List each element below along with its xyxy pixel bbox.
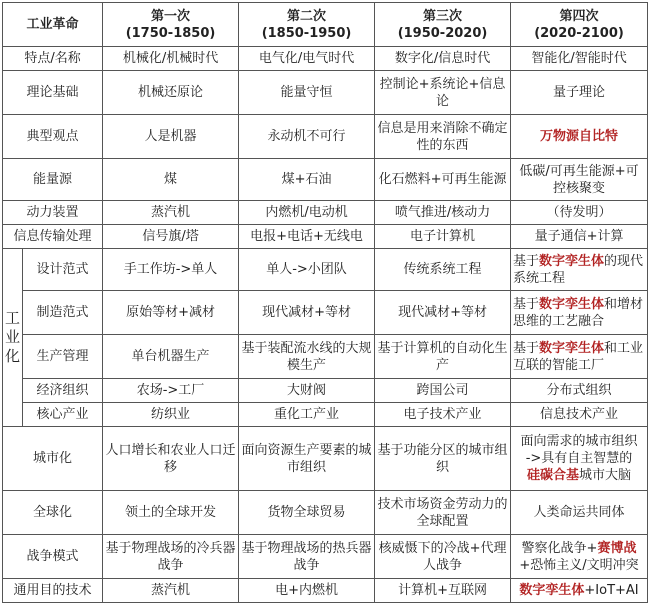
table-cell: 警察化战争+赛博战 +恐怖主义/文明冲突 — [511, 535, 648, 579]
table-cell: 电子计算机 — [375, 225, 511, 249]
table-cell: 人是机器 — [103, 115, 239, 159]
table-row — [3, 159, 648, 201]
table-cell: 电报+电话+无线电 — [239, 225, 375, 249]
emphasis-text: 数字孪生体 — [539, 296, 605, 312]
table-cell: 电气化/电气时代 — [239, 47, 375, 71]
row-header: 核心产业 — [23, 403, 103, 427]
table-cell: 喷气推进/核动力 — [375, 201, 511, 225]
table-cell: 跨国公司 — [375, 379, 511, 403]
row-header: 制造范式 — [23, 291, 103, 335]
col-header-fourth: 第四次 (2020-2100) — [511, 3, 648, 47]
table-cell: 数字化/信息时代 — [375, 47, 511, 71]
table-cell: 货物全球贸易 — [239, 491, 375, 535]
row-header: 理论基础 — [3, 71, 103, 115]
table-row — [3, 427, 648, 491]
emphasis-text: 数字孪生体 — [539, 253, 605, 269]
table-cell: 原始等材+减材 — [103, 291, 239, 335]
table-cell: 量子理论 — [511, 71, 648, 115]
col-header-third: 第三次 (1950-2020) — [375, 3, 511, 47]
industrial-revolution-table — [2, 2, 648, 603]
table-cell: 基于数字孪生体和工业互联的智能工厂 — [511, 335, 648, 379]
header-row — [3, 3, 648, 47]
table-cell: 面向需求的城市组织 ->具有自主智慧的 硅碳合基城市大脑 — [511, 427, 648, 491]
row-header: 信息传输处理 — [3, 225, 103, 249]
table-row — [3, 291, 648, 335]
table-row — [3, 335, 648, 379]
row-header: 典型观点 — [3, 115, 103, 159]
table-row — [3, 403, 648, 427]
table-cell: 永动机不可行 — [239, 115, 375, 159]
col-header-second: 第二次 (1850-1950) — [239, 3, 375, 47]
table-cell: 基于物理战场的热兵器战争 — [239, 535, 375, 579]
table-cell: 电+内燃机 — [239, 579, 375, 603]
table-cell: 煤+石油 — [239, 159, 375, 201]
table-row — [3, 379, 648, 403]
table-cell: 现代减材+等材 — [239, 291, 375, 335]
table-cell: 重化工产业 — [239, 403, 375, 427]
industrialization-label: 工 业 化 — [3, 249, 23, 427]
table-cell: 煤 — [103, 159, 239, 201]
table-cell: 领土的全球开发 — [103, 491, 239, 535]
row-header: 经济组织 — [23, 379, 103, 403]
table-cell: 面向资源生产要素的城市组织 — [239, 427, 375, 491]
table-cell: 纺织业 — [103, 403, 239, 427]
table-cell: 基于装配流水线的大规模生产 — [239, 335, 375, 379]
table-cell: 手工作坊->单人 — [103, 249, 239, 291]
table-cell: 信息技术产业 — [511, 403, 648, 427]
table-cell: 基于物理战场的冷兵器战争 — [103, 535, 239, 579]
table-cell: 基于数字孪生体和增材思维的工艺融合 — [511, 291, 648, 335]
table-cell: 信号旗/塔 — [103, 225, 239, 249]
table-cell: 蒸汽机 — [103, 201, 239, 225]
table-cell: 能量守恒 — [239, 71, 375, 115]
table-cell: 分布式组织 — [511, 379, 648, 403]
table-cell: 基于计算机的自动化生产 — [375, 335, 511, 379]
table-cell: 电子技术产业 — [375, 403, 511, 427]
table-cell: 控制论+系统论+信息论 — [375, 71, 511, 115]
table-cell: 人类命运共同体 — [511, 491, 648, 535]
table-cell: 传统系统工程 — [375, 249, 511, 291]
corner-header: 工业革命 — [3, 3, 103, 47]
table-cell: 蒸汽机 — [103, 579, 239, 603]
row-header: 战争模式 — [3, 535, 103, 579]
table-cell: 机械化/机械时代 — [103, 47, 239, 71]
emphasis-text: 数字孪生体 — [519, 583, 585, 598]
table-cell — [511, 115, 648, 159]
emphasis-text: 硅碳合基 — [527, 468, 580, 483]
table-row — [3, 491, 648, 535]
table-cell: 单人->小团队 — [239, 249, 375, 291]
row-header: 能量源 — [3, 159, 103, 201]
emphasis-text: 赛博战 — [597, 540, 637, 556]
table-cell: 人口增长和农业人口迁移 — [103, 427, 239, 491]
table-cell: 机械还原论 — [103, 71, 239, 115]
emphasis-text: 万物源自比特 — [540, 129, 619, 144]
table-row — [3, 535, 648, 579]
row-header: 生产管理 — [23, 335, 103, 379]
table-cell: 计算机+互联网 — [375, 579, 511, 603]
table-cell: 基于功能分区的城市组织 — [375, 427, 511, 491]
table-cell: 信息是用来消除不确定性的东西 — [375, 115, 511, 159]
table-cell: 智能化/智能时代 — [511, 47, 648, 71]
table-cell: 量子通信+计算 — [511, 225, 648, 249]
table-cell: 化石燃料+可再生能源 — [375, 159, 511, 201]
table-cell: 核威慑下的冷战+代理人战争 — [375, 535, 511, 579]
row-header: 通用目的技术 — [3, 579, 103, 603]
table-cell: 大财阀 — [239, 379, 375, 403]
col-header-first: 第一次 (1750-1850) — [103, 3, 239, 47]
row-header: 城市化 — [3, 427, 103, 491]
emphasis-text: 数字孪生体 — [539, 340, 605, 356]
table-cell: 低碳/可再生能源+可控核聚变 — [511, 159, 648, 201]
table-cell: 现代减材+等材 — [375, 291, 511, 335]
table-cell: 内燃机/电动机 — [239, 201, 375, 225]
table-row — [3, 71, 648, 115]
table-row — [3, 579, 648, 603]
table-row — [3, 115, 648, 159]
table-row — [3, 249, 648, 291]
row-header: 全球化 — [3, 491, 103, 535]
table-cell: （待发明） — [511, 201, 648, 225]
table-row — [3, 225, 648, 249]
table-cell: 单台机器生产 — [103, 335, 239, 379]
table-row — [3, 201, 648, 225]
row-header: 设计范式 — [23, 249, 103, 291]
table-cell: 数字孪生体+IoT+AI — [511, 579, 648, 603]
table-cell: 农场->工厂 — [103, 379, 239, 403]
row-header: 动力装置 — [3, 201, 103, 225]
table-cell: 基于数字孪生体的现代系统工程 — [511, 249, 648, 291]
table-row — [3, 47, 648, 71]
row-header: 特点/名称 — [3, 47, 103, 71]
table-cell: 技术市场资金劳动力的全球配置 — [375, 491, 511, 535]
